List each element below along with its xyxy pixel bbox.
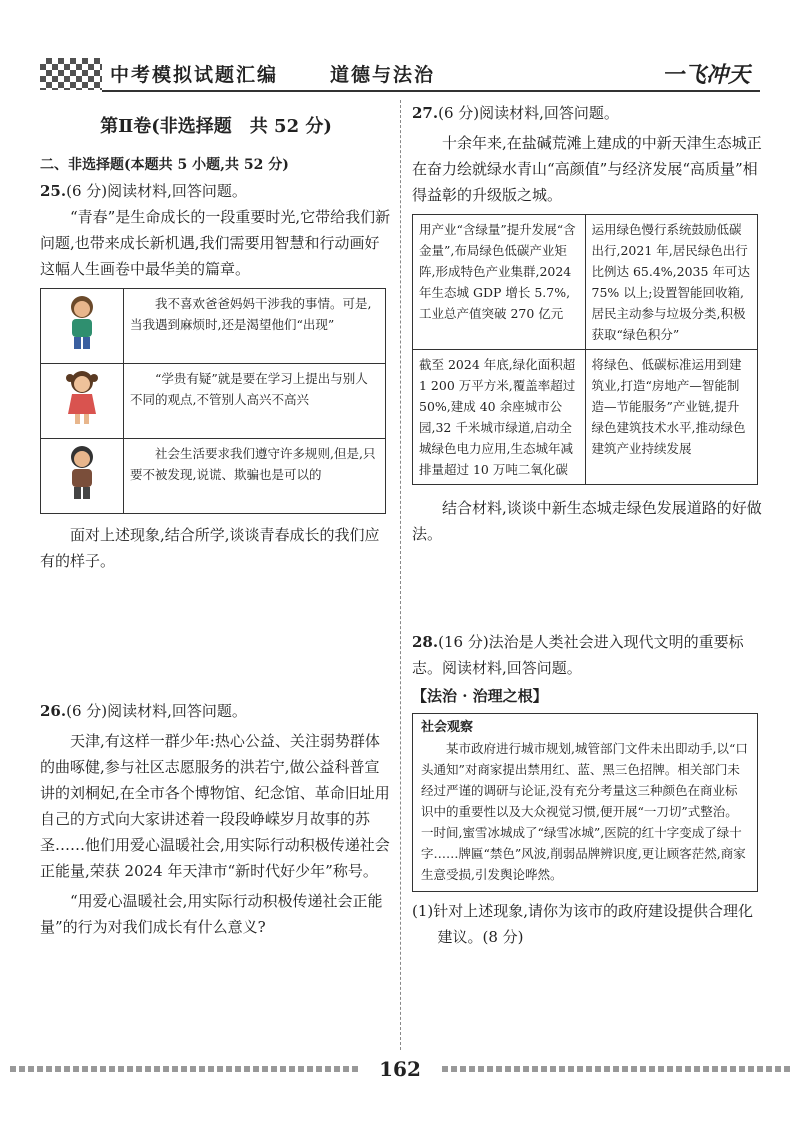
header-rule bbox=[102, 90, 760, 92]
table-row bbox=[41, 289, 386, 364]
column-divider bbox=[400, 100, 401, 1050]
table-row bbox=[413, 215, 758, 350]
q26-number: 26. bbox=[40, 702, 67, 720]
q27-question: 结合材料,谈谈中新生态城走绿色发展道路的好做法。 bbox=[412, 499, 762, 543]
q27-cell: 截至 2024 年底,绿化面积超 1 200 万平方米,覆盖率超过 50%,建成 40 余座城市公园,32 千米城市绿道,启动全城绿色电力应用,生态城年减排量超过 10 万吨二氧化碳 bbox=[413, 350, 586, 485]
kid-illustration bbox=[41, 289, 124, 364]
q27-cell: 将绿色、低碳标准运用到建筑业,打造“房地产—智能制造—节能服务”产业链,提升绿色建筑技术水平,推动绿色建筑产业持续发展 bbox=[585, 350, 758, 485]
table-row bbox=[41, 364, 386, 439]
q25-table bbox=[40, 288, 386, 514]
q27-stem bbox=[412, 100, 762, 126]
q27-intro: 十余年来,在盐碱荒滩上建成的中新天津生态城正在奋力绘就绿水青山“高颜值”与经济发展“高质量”相得益彰的升级版之城。 bbox=[412, 134, 762, 204]
table-row bbox=[41, 439, 386, 514]
q27-table bbox=[412, 214, 758, 485]
answer-space bbox=[40, 574, 392, 698]
q25-number: 25. bbox=[40, 182, 67, 200]
q28-number: 28. bbox=[412, 633, 439, 651]
q27-number: 27. bbox=[412, 104, 439, 122]
right-column bbox=[412, 100, 762, 950]
q25-intro: “青春”是生命成长的一段重要时光,它带给我们新问题,也带来成长新机遇,我们需要用智慧和行动画好这幅人生画卷中最华美的篇章。 bbox=[40, 208, 391, 278]
header-title: 中考模拟试题汇编 bbox=[110, 64, 279, 86]
boy-icon bbox=[60, 443, 104, 503]
q28-stem bbox=[412, 629, 762, 681]
q28-stem-text: (16 分)法治是人类社会进入现代文明的重要标志。阅读材料,回答问题。 bbox=[412, 633, 744, 677]
table-row bbox=[413, 350, 758, 485]
q28-tag: 【法治 · 治理之根】 bbox=[412, 687, 548, 705]
q27-cell: 用产业“含绿量”提升发展“含金量”,布局绿色低碳产业矩阵,形成特色产业集群,2024 年生态城 GDP 增长 5.7%,工业总产值突破 270 亿元 bbox=[413, 215, 586, 350]
q28-sub1: (1)针对上述现象,请你为该市的政府建设提供合理化建议。(8 分) bbox=[412, 902, 754, 946]
q27-cell: 运用绿色慢行系统鼓励低碳出行,2021 年,居民绿色出行比例达 65.4%,2035 年可达 75% 以上;设置智能回收箱,居民主动参与垃圾分类,积极获取“绿色积分” bbox=[585, 215, 758, 350]
page-number: 162 bbox=[360, 1052, 440, 1086]
header-brand: 一飞冲天 bbox=[661, 62, 750, 88]
q26-stem-text: (6 分)阅读材料,回答问题。 bbox=[66, 702, 247, 720]
boy-icon bbox=[60, 293, 104, 353]
q26-material: 天津,有这样一群少年:热心公益、关注弱势群体的曲啄健,参与社区志愿服务的洪若宁,做公益科普宣讲的刘桐妃,在全市各个博物馆、纪念馆、革命旧址用自己的方式向大家讲述着一段段峥嵘岁月故事的苏圣……他们用爱心温暖社会,用实际行动积极传递社会正能量,荣获 2024 年天津市“新时代好少年”称号。 bbox=[40, 732, 390, 880]
page-header bbox=[40, 52, 760, 96]
left-column bbox=[40, 112, 392, 940]
box-title: 社会观察 bbox=[421, 720, 474, 735]
q27-stem-text: (6 分)阅读材料,回答问题。 bbox=[438, 104, 619, 122]
subsection-heading: 二、非选择题(本题共 5 小题,共 52 分) bbox=[40, 157, 289, 173]
q25-row-text: 我不喜欢爸爸妈妈干涉我的事情。可是,当我遇到麻烦时,还是渴望他们“出现” bbox=[124, 289, 386, 364]
q25-stem bbox=[40, 178, 392, 204]
checker-logo bbox=[40, 58, 102, 90]
q25-question: 面对上述现象,结合所学,谈谈青春成长的我们应有的样子。 bbox=[40, 526, 380, 570]
social-observation-box bbox=[412, 713, 758, 892]
q26-stem bbox=[40, 698, 392, 724]
answer-space bbox=[412, 547, 762, 629]
girl-icon bbox=[60, 368, 104, 428]
q25-stem-text: (6 分)阅读材料,回答问题。 bbox=[66, 182, 247, 200]
kid-illustration bbox=[41, 364, 124, 439]
q26-question: “用爱心温暖社会,用实际行动积极传递社会正能量”的行为对我们成长有什么意义? bbox=[40, 892, 383, 936]
kid-illustration bbox=[41, 439, 124, 514]
q25-row-text: “学贵有疑”就是要在学习上提出与别人不同的观点,不管别人高兴不高兴 bbox=[124, 364, 386, 439]
page-footer bbox=[0, 1050, 800, 1090]
box-text: 某市政府进行城市规划,城管部门文件未出即动手,以“口头通知”对商家提出禁用红、蓝、黑三色招牌。相关部门未经过严谨的调研与论证,没有充分考量这三种颜色在商业标识中的重要性以及大众视觉习惯,便开展“一刀切”式整治。一时间,蜜雪冰城成了“绿雪冰城”,医院的红十字变成了绿十字……牌匾“禁色”风波,削弱品牌辨识度,更让顾客茫然,商家生意受损,引发舆论哗然。 bbox=[421, 741, 748, 882]
section-title: 第Ⅱ卷(非选择题 共 52 分) bbox=[100, 116, 332, 137]
header-subject: 道德与法治 bbox=[330, 64, 436, 86]
q25-row-text: 社会生活要求我们遵守许多规则,但是,只要不被发现,说谎、欺骗也是可以的 bbox=[124, 439, 386, 514]
